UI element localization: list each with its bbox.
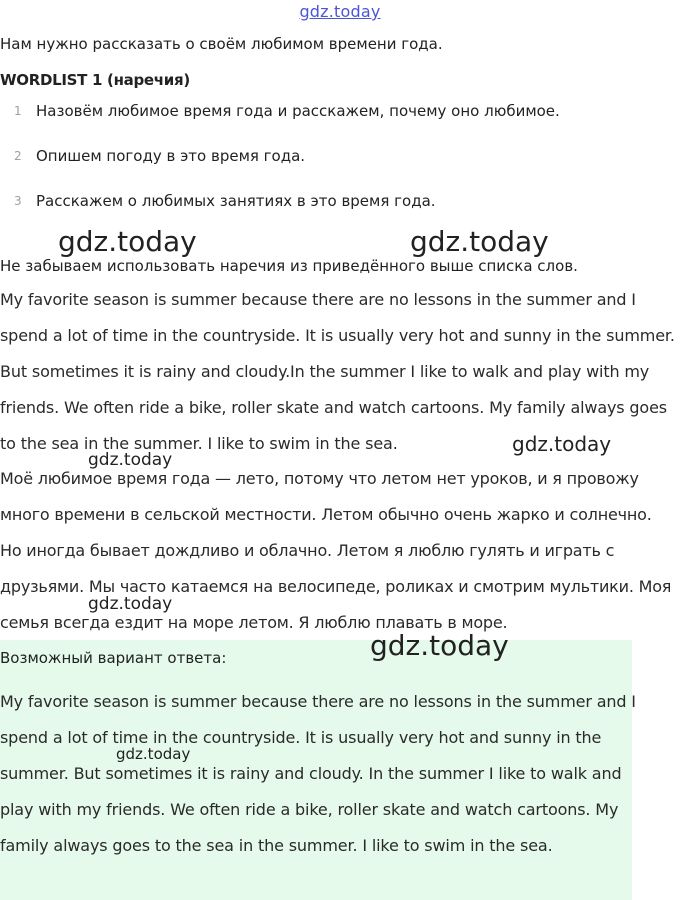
list-item-text: Опишем погоду в это время года.: [36, 147, 306, 165]
answer-label: Возможный вариант ответа:: [0, 649, 227, 667]
list-item-number: 3: [14, 194, 22, 208]
watermark: gdz.today: [58, 225, 197, 258]
watermark: gdz.today: [88, 594, 173, 614]
english-paragraph: My favorite season is summer because there are no lessons in the summer and I spend a lot of time in the countryside. It is usually very hot and sunny in the summer. But sometimes it is rainy and cloudy.In the summer I like to walk and play with my friends. We often ride a bike, roller skate and watch cartoons. My family always goes to the sea in the summer. I like to swim in the sea.: [0, 290, 675, 453]
watermark: gdz.today: [116, 745, 191, 763]
wordlist-heading: WORDLIST 1 (наречия): [0, 71, 190, 89]
list-item-number: 1: [14, 104, 22, 118]
list-item-text: Назовём любимое время года и расскажем, почему оно любимое.: [36, 102, 560, 120]
watermark: gdz.today: [88, 450, 173, 470]
answer-paragraph: My favorite season is summer because there are no lessons in the summer and I spend a lot of time in the countryside. It is usually very hot and sunny in the summer. But sometimes it is rainy and cloudy. In the summer I like to walk and play with my friends. We often ride a bike, roller skate and watch cartoons. My family always goes to the sea in the summer. I like to swim in the sea.: [0, 692, 636, 855]
list-item-number: 2: [14, 149, 22, 163]
intro-text: Нам нужно рассказать о своём любимом времени года.: [0, 35, 443, 53]
reminder-text: Не забываем использовать наречия из приведённого выше списка слов.: [0, 257, 578, 275]
watermark: gdz.today: [410, 225, 549, 258]
watermark: gdz.today: [512, 432, 612, 456]
list-item-text: Расскажем о любимых занятиях в это время года.: [36, 192, 436, 210]
watermark: gdz.today: [370, 629, 509, 662]
top-watermark-link[interactable]: gdz.today: [299, 2, 381, 21]
russian-paragraph: Моё любимое время года — лето, потому что летом нет уроков, и я провожу много времени в сельской местности. Летом обычно очень жарко и солнечно. Но иногда бывает дождливо и облачно. Летом я люблю гулять и играть с друзьями. Мы часто катаемся на велосипеде, роликах и смотрим мультики. Моя семья всегда ездит на море летом. Я люблю плавать в море.: [0, 469, 672, 632]
